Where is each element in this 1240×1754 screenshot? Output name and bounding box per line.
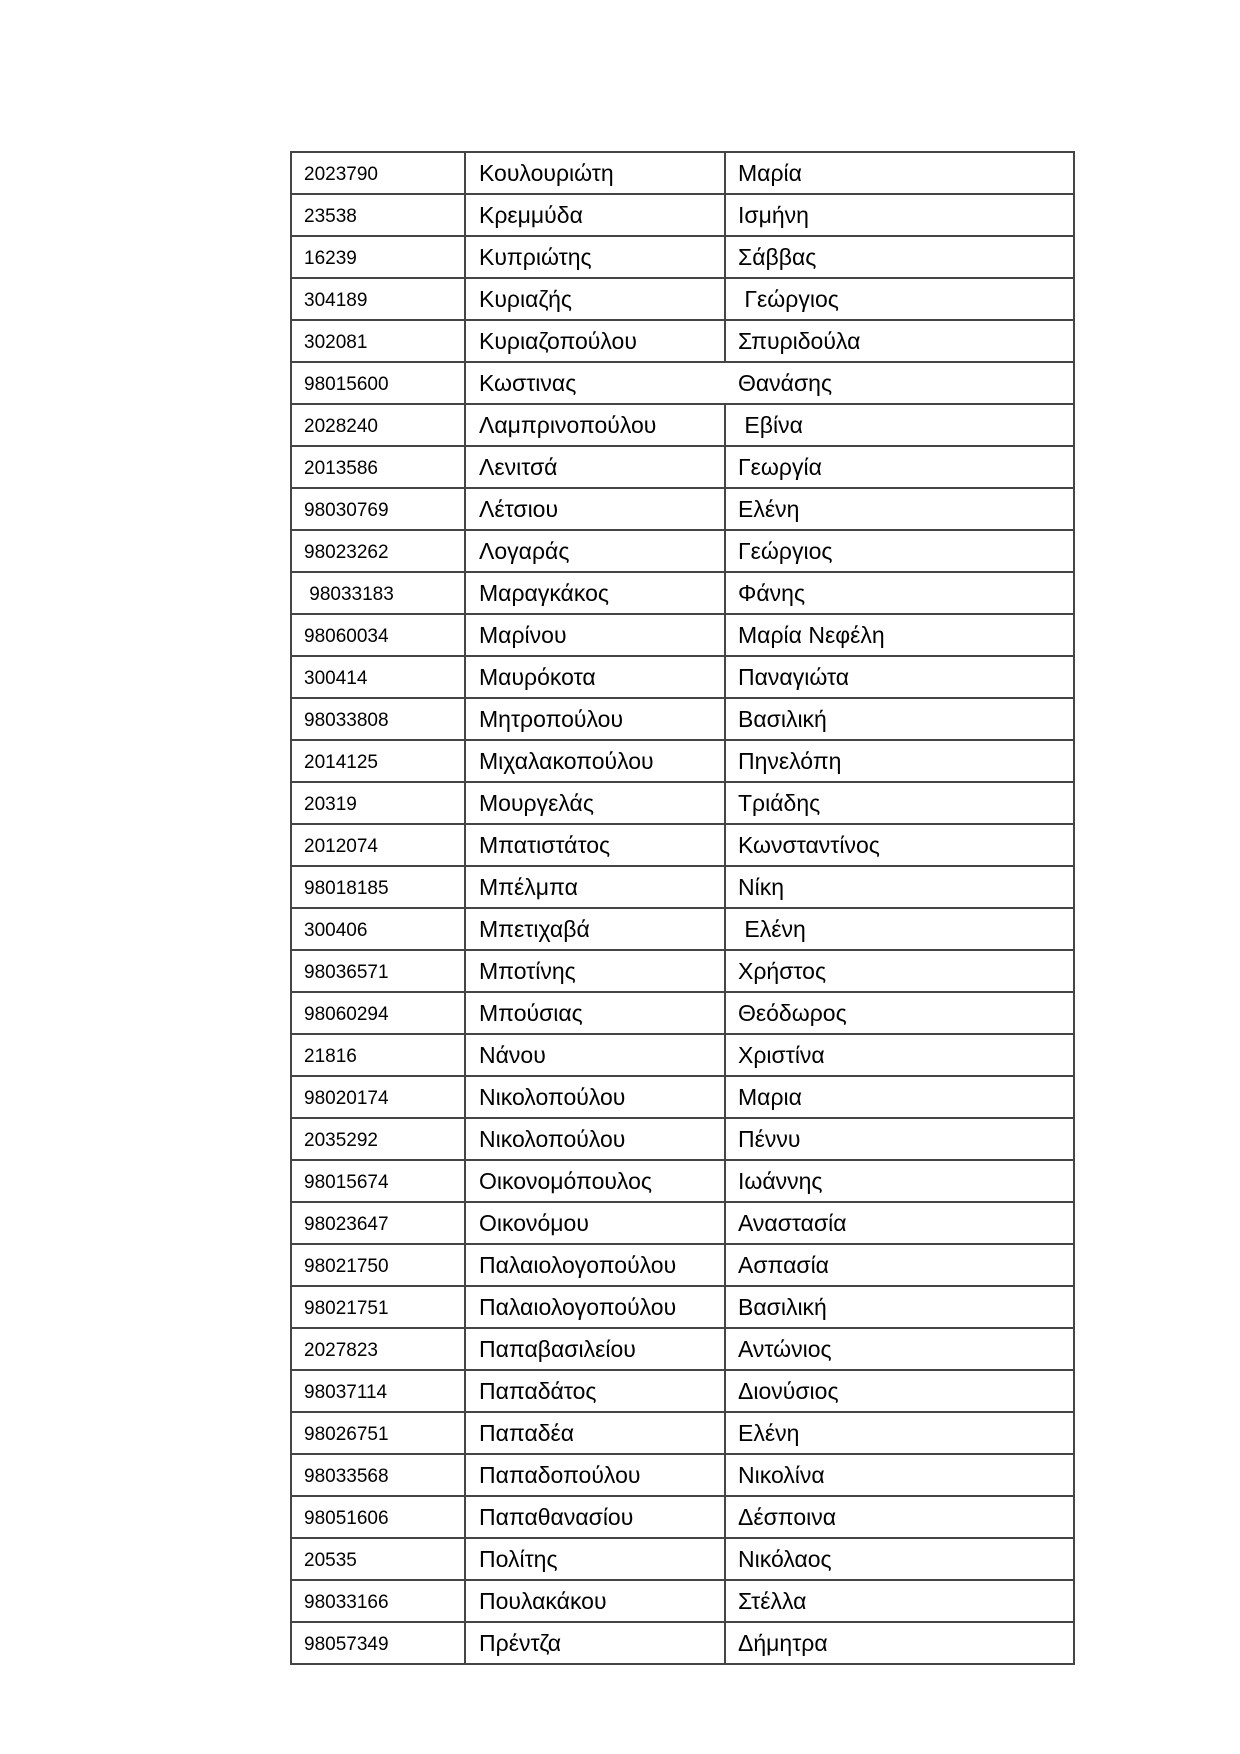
first-name: Τριάδης (738, 789, 821, 816)
first-name: Δέσποινα (738, 1503, 837, 1530)
surname: Παπαβασιλείου (479, 1335, 636, 1362)
surname-cell (465, 1034, 725, 1076)
member-id: 98033568 (304, 1466, 389, 1487)
id-cell (291, 1370, 465, 1412)
surname-cell (465, 782, 725, 824)
first-name: Πηνελόπη (738, 747, 842, 774)
table-row (291, 152, 1074, 194)
surname-cell (465, 1286, 725, 1328)
first-name: Μαρία Νεφέλη (738, 621, 885, 648)
firstname-cell (725, 1076, 1074, 1118)
id-cell (291, 866, 465, 908)
table-row (291, 740, 1074, 782)
first-name: Χριστίνα (738, 1041, 825, 1068)
firstname-cell (725, 236, 1074, 278)
firstname-cell (725, 614, 1074, 656)
id-cell (291, 656, 465, 698)
firstname-cell (725, 1286, 1074, 1328)
first-name: Εβίνα (738, 411, 803, 438)
surname: Λογαράς (479, 537, 570, 564)
id-cell (291, 1286, 465, 1328)
surname-cell (465, 992, 725, 1034)
id-cell (291, 1454, 465, 1496)
id-cell (291, 1580, 465, 1622)
firstname-cell (725, 320, 1074, 362)
roster-table-body (291, 152, 1074, 1664)
id-cell (291, 1328, 465, 1370)
member-id: 98023262 (304, 542, 389, 563)
firstname-cell (725, 1538, 1074, 1580)
surname-cell (465, 488, 725, 530)
member-id: 98021751 (304, 1298, 389, 1319)
surname-cell (465, 1496, 725, 1538)
id-cell (291, 278, 465, 320)
firstname-cell (725, 1202, 1074, 1244)
first-name: Ιωάννης (738, 1167, 823, 1194)
first-name: Ισμήνη (738, 201, 809, 228)
surname: Μουργελάς (479, 789, 594, 816)
surname: Κωστινας (479, 369, 577, 396)
member-id: 98021750 (304, 1256, 389, 1277)
surname-cell (465, 698, 725, 740)
surname: Μαυρόκοτα (479, 663, 596, 690)
roster-table (290, 151, 1075, 1665)
first-name: Γεώργιος (738, 537, 833, 564)
member-id: 2035292 (304, 1130, 378, 1151)
member-id: 98060034 (304, 626, 389, 647)
table-row (291, 194, 1074, 236)
id-cell (291, 404, 465, 446)
surname: Μποτίνης (479, 957, 576, 984)
member-id: 98036571 (304, 962, 389, 983)
first-name: Παναγιώτα (738, 663, 850, 690)
surname-cell (465, 572, 725, 614)
surname: Παπαδάτος (479, 1377, 597, 1404)
surname-cell (465, 656, 725, 698)
id-cell (291, 1118, 465, 1160)
surname-cell (465, 194, 725, 236)
member-id: 98023647 (304, 1214, 389, 1235)
table-row (291, 530, 1074, 572)
surname: Μπέλμπα (479, 873, 578, 900)
id-cell (291, 572, 465, 614)
member-id: 98051606 (304, 1508, 389, 1529)
member-id: 98057349 (304, 1634, 389, 1655)
first-name: Βασιλική (738, 705, 827, 732)
first-name: Νίκη (738, 873, 785, 900)
table-row (291, 1412, 1074, 1454)
member-id: 23538 (304, 206, 357, 227)
first-name: Βασιλική (738, 1293, 827, 1320)
first-name: Θανάσης (738, 369, 833, 396)
id-cell (291, 530, 465, 572)
firstname-cell (725, 1412, 1074, 1454)
first-name: Θεόδωρος (738, 999, 847, 1026)
member-id: 2014125 (304, 752, 378, 773)
surname-cell (465, 1538, 725, 1580)
table-row (291, 1244, 1074, 1286)
firstname-cell (725, 698, 1074, 740)
surname: Μαρίνου (479, 621, 567, 648)
surname-cell (465, 1118, 725, 1160)
member-id: 2023790 (304, 164, 378, 185)
surname: Λέτσιου (479, 495, 559, 522)
id-cell (291, 824, 465, 866)
member-id: 2027823 (304, 1340, 378, 1361)
table-row (291, 446, 1074, 488)
table-row (291, 362, 1074, 404)
surname: Νάνου (479, 1041, 546, 1068)
id-cell (291, 1160, 465, 1202)
surname-cell (465, 908, 725, 950)
first-name: Δήμητρα (738, 1629, 828, 1656)
id-cell (291, 1496, 465, 1538)
member-id: 98030769 (304, 500, 389, 521)
surname: Οικονόμου (479, 1209, 589, 1236)
table-row (291, 950, 1074, 992)
first-name: Διονύσιος (738, 1377, 839, 1404)
surname-cell (465, 1328, 725, 1370)
table-row (291, 908, 1074, 950)
surname: Νικολοπούλου (479, 1083, 626, 1110)
member-id: 98015600 (304, 374, 389, 395)
first-name: Γεώργιος (738, 285, 839, 312)
member-id: 300406 (304, 920, 368, 941)
id-cell (291, 740, 465, 782)
firstname-cell (725, 1118, 1074, 1160)
firstname-cell (725, 1328, 1074, 1370)
surname: Μητροπούλου (479, 705, 624, 732)
id-cell (291, 362, 465, 404)
table-row (291, 656, 1074, 698)
firstname-cell (725, 866, 1074, 908)
surname-cell (465, 866, 725, 908)
id-cell (291, 1076, 465, 1118)
surname: Πουλακάκου (479, 1587, 607, 1614)
first-name: Μαρία (738, 159, 802, 186)
firstname-cell (725, 782, 1074, 824)
surname-cell (465, 1202, 725, 1244)
surname: Νικολοπούλου (479, 1125, 626, 1152)
table-row (291, 488, 1074, 530)
member-id: 2012074 (304, 836, 378, 857)
member-id: 98015674 (304, 1172, 389, 1193)
id-cell (291, 1412, 465, 1454)
member-id: 98033166 (304, 1592, 389, 1613)
member-id: 304189 (304, 290, 368, 311)
surname: Παπαδέα (479, 1419, 575, 1446)
id-cell (291, 320, 465, 362)
first-name: Σπυριδούλα (738, 327, 861, 354)
member-id: 98018185 (304, 878, 389, 899)
surname: Λαμπρινοπούλου (479, 411, 657, 438)
surname: Κρεμμύδα (479, 201, 583, 228)
surname-cell (465, 1622, 725, 1664)
first-name: Αναστασία (738, 1209, 847, 1236)
surname: Παπαθανασίου (479, 1503, 634, 1530)
firstname-cell (725, 1496, 1074, 1538)
firstname-cell (725, 1580, 1074, 1622)
surname-cell (465, 740, 725, 782)
first-name: Χρήστος (738, 957, 827, 984)
surname: Κυπριώτης (479, 243, 592, 270)
first-name: Μαρια (738, 1083, 802, 1110)
surname-cell (465, 152, 725, 194)
member-id: 21816 (304, 1046, 357, 1067)
table-row (291, 1622, 1074, 1664)
firstname-cell (725, 152, 1074, 194)
surname: Μιχαλακοπούλου (479, 747, 654, 774)
table-row (291, 782, 1074, 824)
surname: Κουλουριώτη (479, 159, 614, 186)
firstname-cell (725, 992, 1074, 1034)
surname-cell (465, 530, 725, 572)
table-row (291, 320, 1074, 362)
first-name: Ελένη (738, 1419, 800, 1446)
id-cell (291, 992, 465, 1034)
member-id: 302081 (304, 332, 368, 353)
surname: Μπούσιας (479, 999, 583, 1026)
table-row (291, 572, 1074, 614)
member-id: 98037114 (304, 1382, 388, 1403)
surname-cell (465, 1580, 725, 1622)
surname: Μαραγκάκος (479, 579, 609, 606)
surname-cell (465, 1160, 725, 1202)
firstname-cell (725, 530, 1074, 572)
firstname-cell (725, 1160, 1074, 1202)
id-cell (291, 1034, 465, 1076)
id-cell (291, 950, 465, 992)
first-name: Νικόλαος (738, 1545, 832, 1572)
surname-cell (465, 1244, 725, 1286)
id-cell (291, 236, 465, 278)
table-row (291, 236, 1074, 278)
firstname-cell (725, 656, 1074, 698)
first-name: Ελένη (738, 495, 800, 522)
first-name: Ασπασία (738, 1251, 829, 1278)
first-name: Νικολίνα (738, 1461, 825, 1488)
table-row (291, 278, 1074, 320)
first-name: Φάνης (738, 579, 806, 606)
surname: Οικονομόπουλος (479, 1167, 652, 1194)
firstname-cell (725, 1034, 1074, 1076)
firstname-cell (725, 950, 1074, 992)
firstname-cell (725, 1370, 1074, 1412)
table-row (291, 1160, 1074, 1202)
id-cell (291, 782, 465, 824)
table-row (291, 1328, 1074, 1370)
firstname-cell (725, 404, 1074, 446)
surname: Παπαδοπούλου (479, 1461, 641, 1488)
id-cell (291, 446, 465, 488)
member-id: 20535 (304, 1550, 357, 1571)
firstname-cell (725, 572, 1074, 614)
surname: Κυριαζής (479, 285, 573, 312)
table-row (291, 1034, 1074, 1076)
firstname-cell (725, 824, 1074, 866)
id-cell (291, 152, 465, 194)
table-row (291, 1496, 1074, 1538)
id-cell (291, 908, 465, 950)
member-id: 98060294 (304, 1004, 389, 1025)
table-row (291, 614, 1074, 656)
member-id: 300414 (304, 668, 368, 689)
table-row (291, 824, 1074, 866)
first-name: Στέλλα (738, 1587, 807, 1614)
id-cell (291, 1622, 465, 1664)
firstname-cell (725, 488, 1074, 530)
id-cell (291, 1202, 465, 1244)
table-row (291, 1118, 1074, 1160)
surname-cell (465, 950, 725, 992)
surname-cell (465, 1370, 725, 1412)
surname: Λενιτσά (479, 453, 558, 480)
member-id: 2013586 (304, 458, 378, 479)
firstname-cell (725, 1244, 1074, 1286)
member-id: 16239 (304, 248, 357, 269)
surname-cell (465, 404, 725, 446)
table-row (291, 1076, 1074, 1118)
id-cell (291, 194, 465, 236)
table-row (291, 404, 1074, 446)
member-id: 98026751 (304, 1424, 389, 1445)
member-id: 20319 (304, 794, 357, 815)
table-row (291, 1286, 1074, 1328)
surname-cell (465, 1076, 725, 1118)
firstname-cell (725, 446, 1074, 488)
firstname-cell (725, 1454, 1074, 1496)
surname-cell (465, 320, 725, 362)
member-id: 2028240 (304, 416, 378, 437)
first-name: Σάββας (738, 243, 817, 270)
surname-cell (465, 236, 725, 278)
id-cell (291, 698, 465, 740)
surname: Μπατιστάτος (479, 831, 611, 858)
id-cell (291, 488, 465, 530)
firstname-cell (725, 1622, 1074, 1664)
table-row (291, 992, 1074, 1034)
table-row (291, 1538, 1074, 1580)
surname: Πρέντζα (479, 1629, 562, 1656)
id-cell (291, 614, 465, 656)
table-row (291, 1370, 1074, 1412)
surname-cell (465, 614, 725, 656)
surname-cell (465, 1454, 725, 1496)
member-id: 98020174 (304, 1088, 389, 1109)
firstname-cell (725, 194, 1074, 236)
first-name: Πέννυ (738, 1125, 801, 1152)
surname-cell (465, 824, 725, 866)
surname: Πολίτης (479, 1545, 558, 1572)
member-id: 98033183 (304, 584, 394, 605)
first-name: Κωνσταντίνος (738, 831, 880, 858)
surname: Παλαιολογοπούλου (479, 1251, 677, 1278)
surname-cell (465, 446, 725, 488)
surname-cell (465, 1412, 725, 1454)
surname-cell (465, 278, 725, 320)
firstname-cell (725, 278, 1074, 320)
surname: Κυριαζοπούλου (479, 327, 637, 354)
table-row (291, 1202, 1074, 1244)
id-cell (291, 1244, 465, 1286)
first-name: Γεωργία (738, 453, 822, 480)
merged-name-cell (465, 362, 1074, 404)
id-cell (291, 1538, 465, 1580)
member-id: 98033808 (304, 710, 389, 731)
first-name: Αντώνιος (738, 1335, 832, 1362)
first-name: Ελένη (738, 915, 806, 942)
surname: Παλαιολογοπούλου (479, 1293, 677, 1320)
firstname-cell (725, 908, 1074, 950)
table-row (291, 866, 1074, 908)
table-row (291, 1580, 1074, 1622)
table-row (291, 1454, 1074, 1496)
firstname-cell (725, 740, 1074, 782)
table-row (291, 698, 1074, 740)
surname: Μπετιχαβά (479, 915, 590, 942)
